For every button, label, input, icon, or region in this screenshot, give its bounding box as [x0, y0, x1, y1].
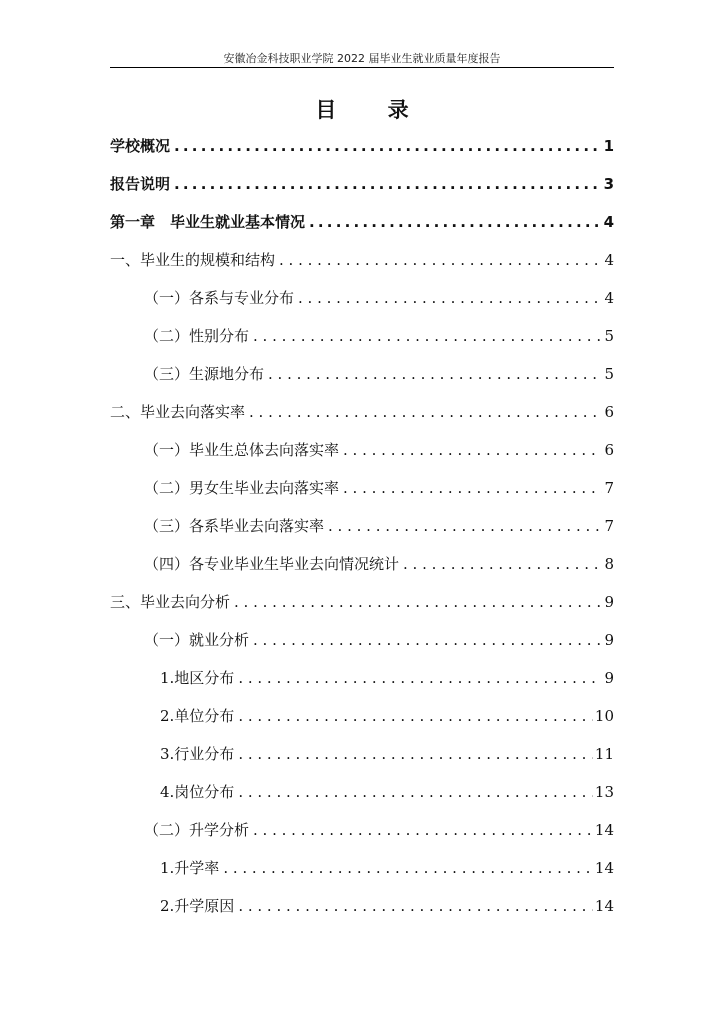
- toc-entry-label: 4.岗位分布: [160, 783, 235, 801]
- toc-entry-label: 学校概况: [110, 137, 171, 155]
- toc-leader-dots: [238, 897, 593, 915]
- toc-entry-page: 9: [604, 593, 614, 611]
- toc-entry-item[interactable]: [110, 667, 614, 691]
- toc-entry-section-2[interactable]: [110, 401, 614, 425]
- toc-entry-label: （三）各系毕业去向落实率: [144, 517, 325, 535]
- toc-entry-label: 二、毕业去向落实率: [110, 403, 246, 421]
- toc-entry-section-1[interactable]: [110, 249, 614, 273]
- toc-leader-dots: [253, 821, 593, 839]
- toc-entry-label: （一）毕业生总体去向落实率: [144, 441, 340, 459]
- toc-entry-subsection[interactable]: [110, 363, 614, 387]
- toc-entry-page: 11: [594, 745, 614, 763]
- toc-entry-chapter-1[interactable]: [110, 211, 614, 235]
- toc-leader-dots: [174, 175, 602, 193]
- toc-entry-item[interactable]: [110, 705, 614, 729]
- toc-leader-dots: [238, 745, 593, 763]
- toc-entry-page: 7: [604, 517, 614, 535]
- toc-entry-page: 5: [604, 365, 614, 383]
- toc-entry-page: 10: [594, 707, 614, 725]
- toc-leader-dots: [223, 859, 593, 877]
- toc-entry-page: 14: [594, 897, 614, 915]
- toc-entry-label: 1.升学率: [160, 859, 220, 877]
- toc-entry-page: 1: [603, 137, 614, 155]
- toc-entry-page: 9: [604, 669, 614, 687]
- toc-entry-page: 6: [604, 403, 614, 421]
- toc-leader-dots: [253, 327, 602, 345]
- toc-entry-subsection[interactable]: [110, 819, 614, 843]
- page-title: 目 录: [315, 98, 431, 122]
- toc-leader-dots: [238, 783, 593, 801]
- toc-entry-page: 6: [604, 441, 614, 459]
- toc-entry-label: （一）就业分析: [144, 631, 250, 649]
- toc-leader-dots: [249, 403, 602, 421]
- toc-entry-item[interactable]: [110, 857, 614, 881]
- toc-entry-page: 14: [594, 821, 614, 839]
- toc-entry-label: （三）生源地分布: [144, 365, 265, 383]
- toc-entry-subsection[interactable]: [110, 439, 614, 463]
- toc-leader-dots: [343, 479, 602, 497]
- toc-leader-dots: [268, 365, 602, 383]
- toc-entry-page: 5: [604, 327, 614, 345]
- toc-entry-page: 8: [604, 555, 614, 573]
- toc-entry-label: 报告说明: [110, 175, 171, 193]
- toc-leader-dots: [298, 289, 602, 307]
- toc-leader-dots: [174, 137, 602, 155]
- toc-entry-page: 13: [594, 783, 614, 801]
- toc-leader-dots: [234, 593, 602, 611]
- toc-entry-page: 3: [603, 175, 614, 193]
- toc-leader-dots: [403, 555, 602, 573]
- header-rule: [110, 67, 614, 68]
- toc-entry-page: 4: [604, 251, 614, 269]
- toc-entry-label: （二）升学分析: [144, 821, 250, 839]
- toc-entry-label: 第一章 毕业生就业基本情况: [110, 213, 306, 231]
- running-header: 安徽冶金科技职业学院 2022 届毕业生就业质量年度报告: [223, 52, 501, 65]
- toc-entry-page: 9: [604, 631, 614, 649]
- toc-entry-label: （二）男女生毕业去向落实率: [144, 479, 340, 497]
- toc-entry-item[interactable]: [110, 781, 614, 805]
- toc-entry-page: 4: [603, 213, 614, 231]
- toc-entry-school-overview[interactable]: [110, 135, 614, 159]
- toc-entry-page: 4: [604, 289, 614, 307]
- toc-entry-label: 1.地区分布: [160, 669, 235, 687]
- toc-leader-dots: [238, 669, 602, 687]
- toc-leader-dots: [238, 707, 593, 725]
- toc-leader-dots: [309, 213, 602, 231]
- toc-entry-subsection[interactable]: [110, 325, 614, 349]
- toc-entry-label: 一、毕业生的规模和结构: [110, 251, 276, 269]
- toc-entry-subsection[interactable]: [110, 629, 614, 653]
- toc-entry-subsection[interactable]: [110, 553, 614, 577]
- toc-entry-label: 3.行业分布: [160, 745, 235, 763]
- toc-entry-label: 2.单位分布: [160, 707, 235, 725]
- toc-entry-section-3[interactable]: [110, 591, 614, 615]
- toc-entry-label: 2.升学原因: [160, 897, 235, 915]
- toc-entry-subsection[interactable]: [110, 477, 614, 501]
- toc-entry-label: （一）各系与专业分布: [144, 289, 295, 307]
- toc-entry-label: （二）性别分布: [144, 327, 250, 345]
- toc-entry-item[interactable]: [110, 895, 614, 919]
- toc-entry-item[interactable]: [110, 743, 614, 767]
- toc-leader-dots: [343, 441, 602, 459]
- toc-entry-subsection[interactable]: [110, 515, 614, 539]
- toc-leader-dots: [253, 631, 602, 649]
- toc-leader-dots: [328, 517, 602, 535]
- toc-entry-label: 三、毕业去向分析: [110, 593, 231, 611]
- toc-entry-report-notes[interactable]: [110, 173, 614, 197]
- toc-entry-page: 14: [594, 859, 614, 877]
- toc-leader-dots: [279, 251, 602, 269]
- toc-entry-label: （四）各专业毕业生毕业去向情况统计: [144, 555, 400, 573]
- toc-entry-page: 7: [604, 479, 614, 497]
- toc-entry-subsection[interactable]: [110, 287, 614, 311]
